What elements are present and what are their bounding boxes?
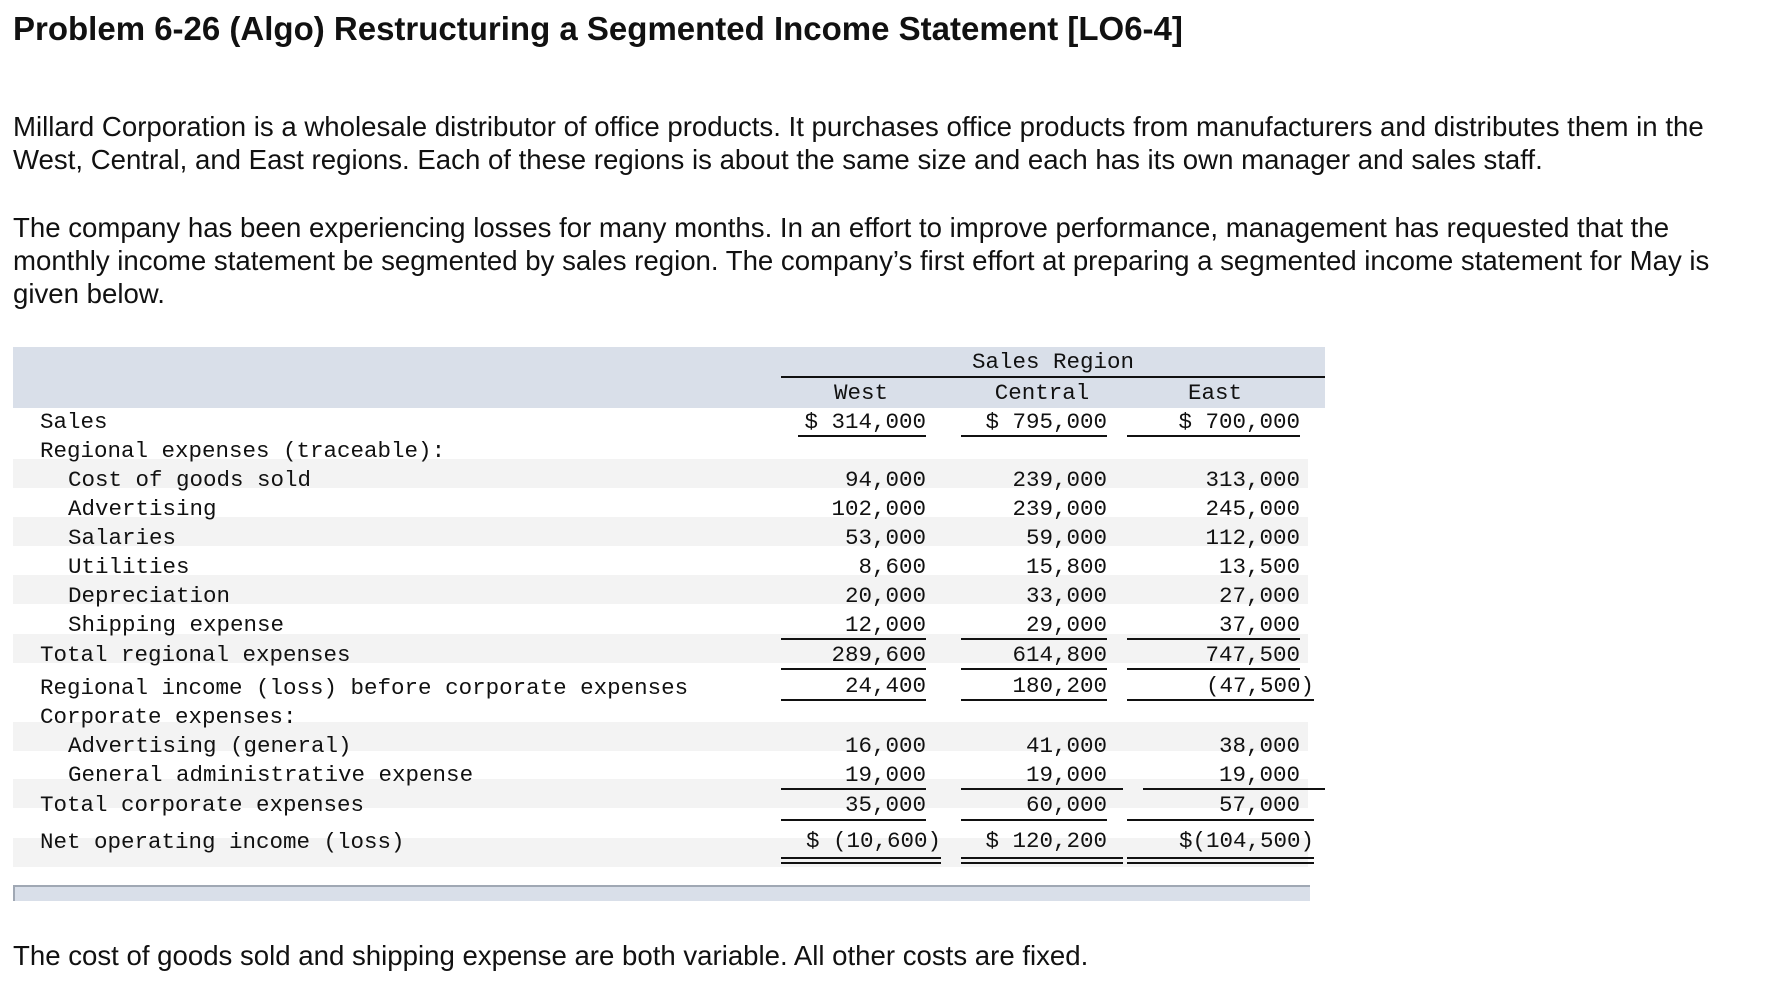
underline xyxy=(961,788,1123,790)
row-label-utilities: Utilities xyxy=(68,554,190,580)
cell-west: 19,000 xyxy=(844,762,926,788)
cell-east: (47,500) xyxy=(1205,673,1314,699)
underline xyxy=(781,638,926,640)
underline xyxy=(781,668,926,670)
row-label-total-corporate: Total corporate expenses xyxy=(40,792,365,818)
cell-east: 313,000 xyxy=(1205,467,1300,493)
cell-central: 60,000 xyxy=(1025,792,1107,818)
cell-central: 15,800 xyxy=(1025,554,1107,580)
cell-east: 19,000 xyxy=(1218,762,1300,788)
underline xyxy=(961,699,1107,701)
row-label-depreciation: Depreciation xyxy=(68,583,231,609)
row-label-general-admin: General administrative expense xyxy=(68,762,474,788)
table-footer-band xyxy=(13,885,1310,901)
row-label-net-operating-income: Net operating income (loss) xyxy=(40,829,405,855)
intro-paragraph: Millard Corporation is a wholesale distributor of office products. It purchases office products from manufacturers and distributes them in the West, Central, and East regions. Each of these regions is about the same size and each has its own manager and sales staff. xyxy=(13,111,1704,175)
double-underline xyxy=(781,857,941,864)
cell-east: 112,000 xyxy=(1205,525,1300,551)
row-label-shipping: Shipping expense xyxy=(68,612,285,638)
underline xyxy=(961,638,1107,640)
row-label-cogs: Cost of goods sold xyxy=(68,467,312,493)
underline xyxy=(961,819,1107,821)
cell-west: 102,000 xyxy=(831,496,926,522)
cell-west: 20,000 xyxy=(844,583,926,609)
cell-east: 747,500 xyxy=(1205,642,1300,668)
cell-west: 24,400 xyxy=(844,673,926,699)
underline xyxy=(798,435,926,437)
problem-title: Problem 6-26 (Algo) Restructuring a Segmented Income Statement [LO6-4] xyxy=(13,10,1183,47)
row-label-advertising: Advertising xyxy=(68,496,217,522)
cell-central: 41,000 xyxy=(1025,733,1107,759)
row-label-advertising-general: Advertising (general) xyxy=(68,733,352,759)
header-rule xyxy=(781,376,1325,378)
cell-central: 19,000 xyxy=(1025,762,1107,788)
cell-west: 16,000 xyxy=(844,733,926,759)
underline xyxy=(961,435,1107,437)
cell-central-net-income: $ 120,200 xyxy=(985,828,1107,854)
double-underline xyxy=(1127,857,1314,864)
cell-central: 33,000 xyxy=(1025,583,1107,609)
cell-east: 13,500 xyxy=(1218,554,1300,580)
cell-west-sales: $ 314,000 xyxy=(804,409,926,435)
column-header-west: West xyxy=(833,380,888,406)
cell-west: 35,000 xyxy=(844,792,926,818)
row-label-salaries: Salaries xyxy=(68,525,177,551)
cell-central: 59,000 xyxy=(1025,525,1107,551)
context-paragraph: The company has been experiencing losses for many months. In an effort to improve performance, management has requested that the monthly income statement be segmented by sales region. The company’s first effort at preparing a segmented income statement for May is given below. xyxy=(13,212,1710,309)
cell-east-sales: $ 700,000 xyxy=(1178,409,1300,435)
cell-central: 239,000 xyxy=(1012,467,1107,493)
segmented-income-statement xyxy=(13,347,1325,900)
row-label-regional-expenses: Regional expenses (traceable): xyxy=(40,438,446,464)
underline xyxy=(1127,638,1300,640)
cell-central: 239,000 xyxy=(1012,496,1107,522)
underline xyxy=(781,788,926,790)
underline xyxy=(781,699,926,701)
sales-region-header: Sales Region xyxy=(971,349,1135,375)
cell-central: 29,000 xyxy=(1025,612,1107,638)
cell-east: 245,000 xyxy=(1205,496,1300,522)
cost-behavior-note: The cost of goods sold and shipping expense are both variable. All other costs are fixed. xyxy=(13,940,1089,971)
cell-central: 614,800 xyxy=(1012,642,1107,668)
cell-east: 57,000 xyxy=(1218,792,1300,818)
cell-west: 8,600 xyxy=(858,554,926,580)
underline xyxy=(1143,788,1325,790)
cell-west: 94,000 xyxy=(844,467,926,493)
column-header-east: East xyxy=(1187,380,1242,406)
underline xyxy=(781,819,926,821)
column-header-central: Central xyxy=(994,380,1090,406)
cell-central: 180,200 xyxy=(1012,673,1107,699)
cell-east-net-income: $(104,500) xyxy=(1178,828,1314,854)
underline xyxy=(961,668,1107,670)
cell-east: 38,000 xyxy=(1218,733,1300,759)
cell-east: 37,000 xyxy=(1218,612,1300,638)
row-label-corporate-expenses: Corporate expenses: xyxy=(40,704,297,730)
cell-west: 289,600 xyxy=(831,642,926,668)
underline xyxy=(1127,668,1300,670)
cell-west: 12,000 xyxy=(844,612,926,638)
cell-east: 27,000 xyxy=(1218,583,1300,609)
underline xyxy=(1127,819,1314,821)
double-underline xyxy=(961,857,1123,864)
row-label-regional-income: Regional income (loss) before corporate expenses xyxy=(40,675,689,701)
cell-central-sales: $ 795,000 xyxy=(985,409,1107,435)
row-label-total-regional: Total regional expenses xyxy=(40,642,351,668)
underline xyxy=(1127,435,1300,437)
cell-west: 53,000 xyxy=(844,525,926,551)
row-label-sales: Sales xyxy=(40,409,108,435)
cell-west-net-income: $ (10,600) xyxy=(805,828,941,854)
underline xyxy=(1127,699,1314,701)
